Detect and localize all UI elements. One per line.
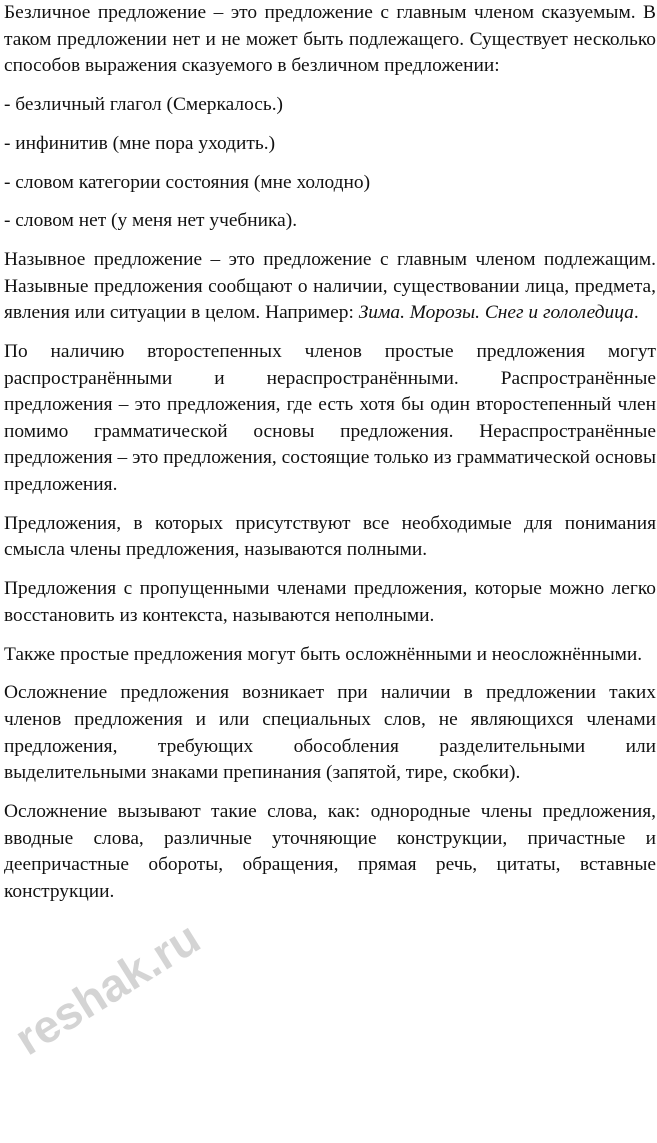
- nominative-example: Зима. Морозы. Снег и гололедица: [358, 302, 634, 324]
- paragraph-complication-causes: Осложнение вызывают такие слова, как: однородные члены предложения, вводные слова, различные уточняющие конструкции, причастные и деепричастные обороты, обращения, прямая речь, цитаты, вставные конструкции.: [4, 800, 656, 902]
- paragraph-complicated-simple: Также простые предложения могут быть осложнёнными и неосложнёнными.: [4, 643, 643, 665]
- document-body: [4, 0, 656, 917]
- list-item-word-net: - словом нет (у меня нет учебника).: [4, 210, 298, 232]
- nominative-text: Назывное предложение – это предложение с главным членом подлежащим. Назывные предложения сообщают о наличии, существовании лица, предмета, явления или ситуации в целом. Например:: [4, 249, 656, 324]
- paragraph-complete-sentences: Предложения, в которых присутствуют все необходимые для понимания смысла члены предложения, называются полными.: [4, 512, 656, 561]
- paragraph-impersonal-definition: Безличное предложение – это предложение с главным членом сказуемым. В таком предложении нет и не может быть подлежащего. Существует несколько способов выражения сказуемого в безличном предложении:: [4, 2, 656, 77]
- paragraph-incomplete-sentences: Предложения с пропущенными членами предложения, которые можно легко восстановить из контекста, называются неполными.: [4, 578, 656, 626]
- list-item-impersonal-verb: - безличный глагол (Смеркалось.): [4, 93, 284, 115]
- watermark-logo: reshak.ru: [5, 911, 209, 1065]
- list-item-state-category: - словом категории состояния (мне холодно): [4, 171, 371, 193]
- paragraph-secondary-members: По наличию второстепенных членов простые предложения могут распространёнными и нераспространёнными. Распространённые предложения – это предложения, где есть хотя бы один второстепенный член помимо грамматической основы предложения. Нераспространённые предложения – это предложения, состоящие только из грамматической основы предложения.: [4, 341, 656, 496]
- nominative-end: .: [633, 302, 639, 324]
- list-item-infinitive: - инфинитив (мне пора уходить.): [4, 132, 276, 154]
- paragraph-complication-definition: Осложнение предложения возникает при наличии в предложении таких членов предложения и или специальных слов, не являющихся членами предложения, требующих обособления разделительными или выделительными знаками препинания (запятой, тире, скобки).: [4, 682, 656, 784]
- paragraph-nominative-definition: [4, 247, 656, 327]
